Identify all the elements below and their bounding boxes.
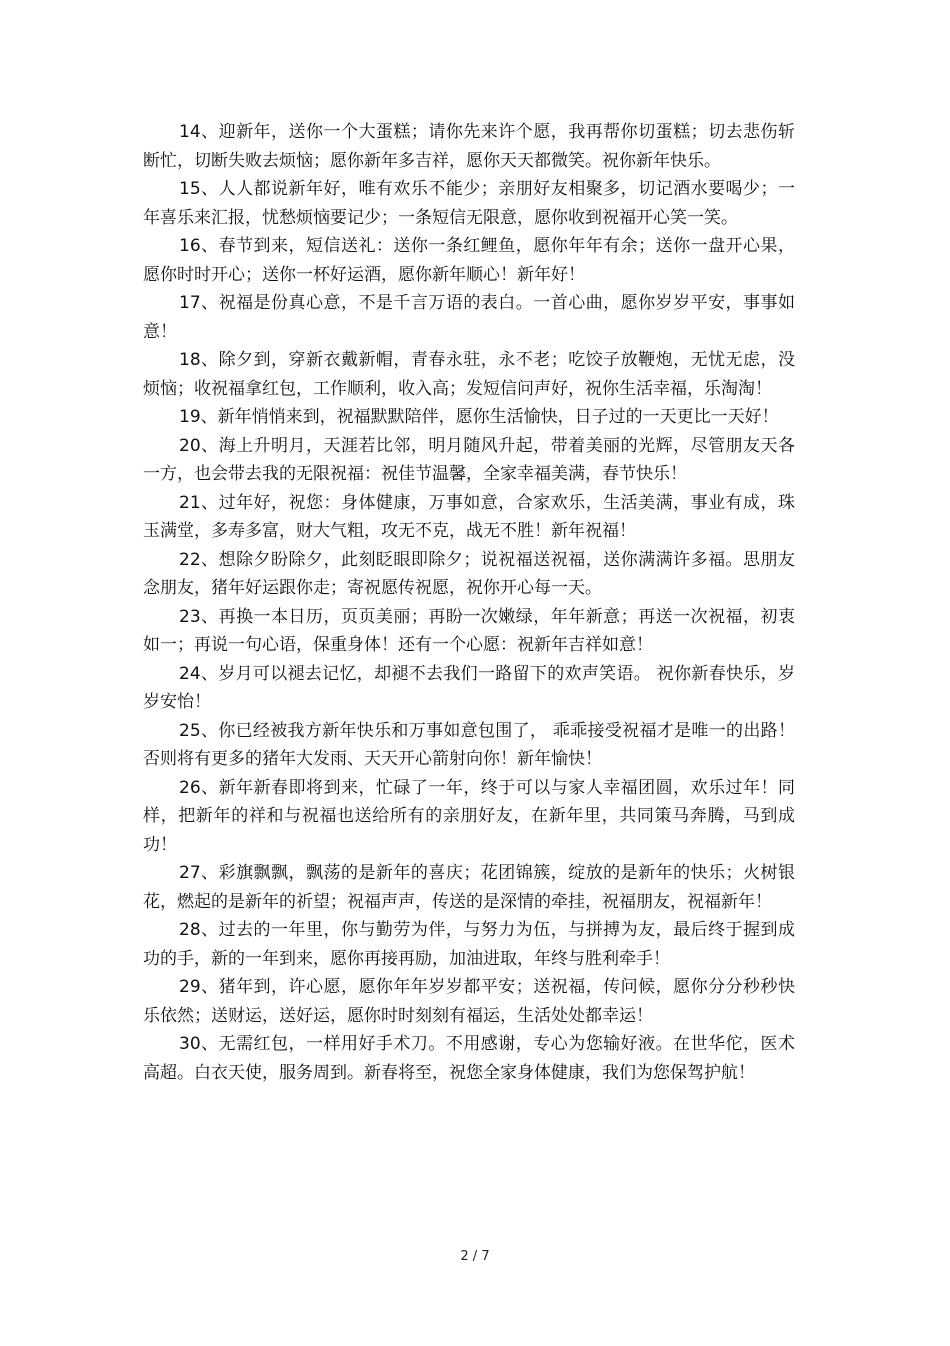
paragraph-16: 16、春节到来，短信送礼：送你一条红鲤鱼，愿你年年有余；送你一盘开心果，愿你时时开心；送你一杯好运酒，愿你新年顺心！新年好！ (143, 236, 795, 285)
paragraph-24: 24、岁月可以褪去记忆，却褪不去我们一路留下的欢声笑语。 祝你新春快乐，岁岁安怡！ (143, 663, 795, 712)
paragraph-21: 21、过年好，祝您：身体健康，万事如意，合家欢乐，生活美满，事业有成，珠玉满堂，多寿多富，财大气粗，攻无不克，战无不胜！新年祝福！ (143, 492, 795, 541)
paragraph-29: 29、猪年到，许心愿，愿你年年岁岁都平安；送祝福，传问候，愿你分分秒秒快乐依然；送财运，送好运，愿你时时刻刻有福运，生活处处都幸运！ (143, 977, 795, 1026)
paragraph-25: 25、你已经被我方新年快乐和万事如意包围了， 乖乖接受祝福才是唯一的出路！否则将有更多的猪年大发雨、天天开心箭射向你！新年愉快！ (143, 720, 795, 769)
paragraph-17: 17、祝福是份真心意，不是千言万语的表白。一首心曲，愿你岁岁平安，事事如意！ (143, 293, 795, 342)
paragraph-20: 20、海上升明月，天涯若比邻，明月随风升起，带着美丽的光辉，尽管朋友天各一方，也会带去我的无限祝福：祝佳节温馨，全家幸福美满，春节快乐！ (143, 435, 795, 484)
paragraph-26: 26、新年新春即将到来，忙碌了一年，终于可以与家人幸福团圆，欢乐过年！同样，把新年的祥和与祝福也送给所有的亲朋好友，在新年里，共同策马奔腾，马到成功！ (143, 777, 795, 855)
paragraph-27: 27、彩旗飘飘，飘荡的是新年的喜庆；花团锦簇，绽放的是新年的快乐；火树银花，燃起的是新年的祈望；祝福声声，传送的是深情的牵挂，祝福朋友，祝福新年！ (143, 863, 795, 912)
paragraph-15: 15、人人都说新年好，唯有欢乐不能少；亲朋好友相聚多，切记酒水要喝少；一年喜乐来汇报，忧愁烦恼要记少；一条短信无限意，愿你收到祝福开心笑一笑。 (143, 179, 795, 228)
paragraph-14: 14、迎新年，送你一个大蛋糕；请你先来许个愿，我再帮你切蛋糕；切去悲伤斩断忙，切断失败去烦恼；愿你新年多吉祥，愿你天天都微笑。祝你新年快乐。 (143, 122, 795, 171)
document-body (143, 118, 795, 1087)
paragraph-19: 19、新年悄悄来到，祝福默默陪伴，愿你生活愉快，日子过的一天更比一天好！ (179, 407, 779, 427)
page-number: 2 / 7 (460, 1249, 490, 1264)
paragraph-28: 28、过去的一年里，你与勤劳为伴，与努力为伍，与拼搏为友，最后终于握到成功的手，新的一年到来，愿你再接再励，加油进取，年终与胜利牵手！ (143, 920, 795, 969)
paragraph-18: 18、除夕到，穿新衣戴新帽，青春永驻，永不老；吃饺子放鞭炮，无忧无虑，没烦恼；收祝福拿红包，工作顺利，收入高；发短信问声好，祝你生活幸福，乐淘淘！ (143, 350, 795, 399)
paragraph-30: 30、无需红包，一样用好手术刀。不用感谢，专心为您输好液。在世华佗，医术高超。白衣天使，服务周到。新春将至，祝您全家身体健康，我们为您保驾护航！ (143, 1034, 795, 1083)
paragraph-22: 22、想除夕盼除夕，此刻眨眼即除夕；说祝福送祝福，送你满满许多福。思朋友念朋友，猪年好运跟你走；寄祝愿传祝愿，祝你开心每一天。 (143, 549, 795, 598)
paragraph-23: 23、再换一本日历，页页美丽；再盼一次嫩绿，年年新意；再送一次祝福，初衷如一；再说一句心语，保重身体！还有一个心愿：祝新年吉祥如意！ (143, 606, 795, 655)
